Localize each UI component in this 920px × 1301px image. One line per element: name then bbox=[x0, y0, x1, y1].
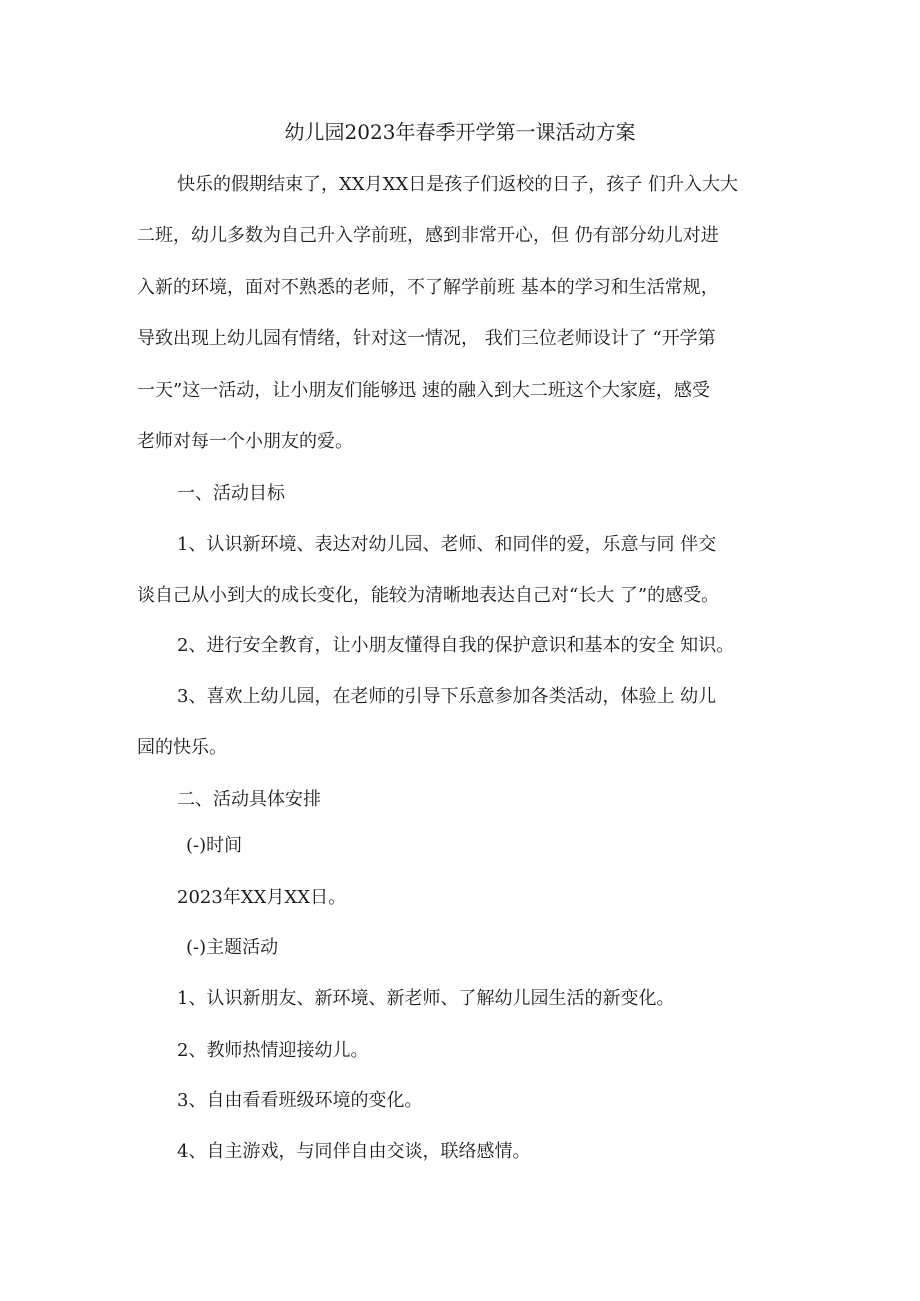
intro-line: 老师对每一个小朋友的爱。 bbox=[137, 431, 353, 452]
goal-3-line: 园的快乐。 bbox=[137, 737, 227, 758]
goal-3-line: 3、喜欢上幼儿园，在老师的引导下乐意参加各类活动，体验上 幼儿 bbox=[177, 686, 717, 707]
theme-item: 4、自主游戏，与同伴自由交谈，联络感情。 bbox=[177, 1141, 531, 1162]
theme-item: 3、自由看看班级环境的变化。 bbox=[177, 1090, 423, 1111]
time-value: 2023年XX月XX日。 bbox=[177, 887, 347, 908]
goal-1-line: 1、认识新环境、表达对幼儿园、老师、和同伴的爱，乐意与同 伴交 bbox=[177, 534, 717, 555]
goal-1-line: 谈自己从小到大的成长变化，能较为清晰地表达自己对“长大 了”的感受。 bbox=[137, 585, 720, 606]
theme-heading: (-)主题活动 bbox=[186, 937, 279, 958]
theme-item: 2、教师热情迎接幼儿。 bbox=[177, 1040, 369, 1061]
intro-line: 二班，幼儿多数为自己升入学前班，感到非常开心，但 仍有部分幼儿对进 bbox=[137, 225, 719, 246]
goal-2-line: 2、进行安全教育，让小朋友懂得自我的保护意识和基本的安全 知识。 bbox=[177, 635, 735, 656]
section-heading-goals: 一、活动目标 bbox=[177, 483, 285, 504]
intro-line: 快乐的假期结束了，XX月XX日是孩子们返校的日子，孩子 们升入大大 bbox=[177, 174, 738, 195]
intro-line: 导致出现上幼儿园有情绪，针对这一情况， 我们三位老师设计了 “开学第 bbox=[137, 328, 716, 349]
theme-item: 1、认识新朋友、新环境、新老师、了解幼儿园生活的新变化。 bbox=[177, 988, 675, 1009]
section-heading-schedule: 二、活动具体安排 bbox=[177, 789, 321, 810]
time-heading: (-)时间 bbox=[186, 835, 243, 856]
intro-line: 入新的环境，面对不熟悉的老师，不了解学前班 基本的学习和生活常规， bbox=[137, 277, 719, 298]
intro-line: 一天”这一活动，让小朋友们能够迅 速的融入到大二班这个大家庭，感受 bbox=[137, 380, 710, 401]
document-title: 幼儿园2023年春季开学第一课活动方案 bbox=[284, 120, 636, 144]
